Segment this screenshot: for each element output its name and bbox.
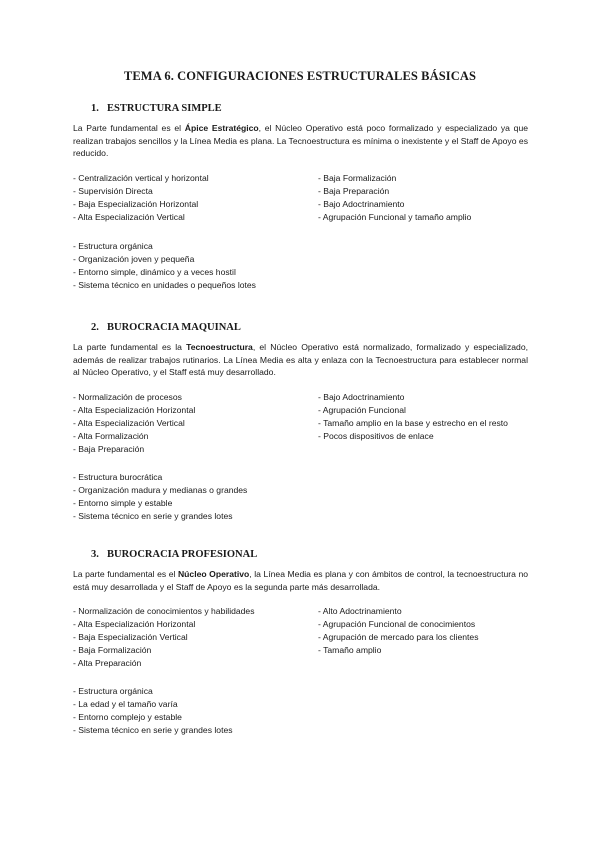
section-estructura-simple [73, 103, 528, 292]
section-burocracia-profesional [73, 549, 528, 737]
context-list [73, 685, 528, 737]
list-item: - Alto Adoctrinamiento [318, 606, 402, 617]
paragraph-text: , el Núcleo Operativo está poco formalizado y especializado ya que realizan trabajos sencillos y la Línea Media es plana. La Tecnoestructura es mínima o inexistente y el Staff de Apoyo es reducido. [73, 123, 528, 159]
paragraph-text: La parte fundamental es el [73, 569, 178, 579]
list-item: - Baja Formalización [318, 173, 397, 184]
list-item: - Baja Preparación [318, 186, 390, 197]
list-item: - Entorno simple y estable [73, 497, 173, 508]
section-paragraph [73, 568, 528, 593]
list-item: - Pocos dispositivos de enlace [318, 430, 434, 441]
list-item: - Agrupación Funcional de conocimientos [318, 619, 476, 630]
paragraph-text: La Parte fundamental es el [73, 123, 185, 133]
list-item: - Estructura orgánica [73, 241, 153, 252]
list-item: - Centralización vertical y horizontal [73, 173, 209, 184]
characteristics-lists [73, 172, 528, 228]
section-title: ESTRUCTURA SIMPLE [107, 103, 222, 114]
list-item: - Estructura burocrática [73, 472, 163, 483]
section-number: 2. [91, 322, 99, 333]
left-list [73, 391, 195, 456]
right-list [318, 391, 508, 443]
left-list [73, 605, 255, 670]
list-item: - Normalización de conocimientos y habilidades [73, 606, 255, 617]
section-burocracia-maquinal [73, 322, 528, 523]
section-number: 3. [91, 549, 99, 560]
section-title: BUROCRACIA PROFESIONAL [107, 549, 258, 560]
list-item: - Alta Especialización Horizontal [73, 405, 196, 416]
paragraph-bold: Tecnoestructura [186, 342, 253, 352]
list-item: - Bajo Adoctrinamiento [318, 392, 405, 403]
list-item: - Supervisión Directa [73, 186, 153, 197]
section-paragraph [73, 341, 528, 379]
section-paragraph [73, 122, 528, 160]
list-item: - Alta Preparación [73, 658, 142, 669]
left-list [73, 172, 209, 224]
list-item: - Agrupación de mercado para los clientes [318, 632, 479, 643]
section-heading [91, 103, 528, 114]
list-item: - Organización madura y medianas o grandes [73, 485, 248, 496]
list-item: - Entorno complejo y estable [73, 712, 182, 723]
list-item: - Baja Preparación [73, 443, 145, 454]
section-number: 1. [91, 103, 99, 114]
list-item: - Bajo Adoctrinamiento [318, 198, 405, 209]
section-heading [91, 549, 528, 560]
list-item: - Tamaño amplio en la base y estrecho en el resto [318, 417, 508, 428]
characteristics-lists [73, 391, 528, 459]
context-list [73, 471, 528, 523]
list-item: - Sistema técnico en serie y grandes lotes [73, 725, 233, 736]
list-item: - Agrupación Funcional [318, 405, 406, 416]
paragraph-bold: Ápice Estratégico [184, 123, 259, 133]
section-heading [91, 322, 528, 333]
list-item: - Baja Especialización Horizontal [73, 198, 199, 209]
paragraph-bold: Núcleo Operativo [177, 569, 250, 579]
list-item: - Estructura orgánica [73, 686, 153, 697]
paragraph-text: , el Núcleo Operativo está normalizado, formalizado y especializado, además de realizar trabajos rutinarios. La Línea Media es alta y enlaza con la Tecnoestructura para establecer normal al Núcleo Operativo, y el Staff está muy desarrollado. [73, 342, 528, 378]
list-item: - Organización joven y pequeña [73, 254, 195, 265]
list-item: - Sistema técnico en serie y grandes lotes [73, 510, 233, 521]
characteristics-lists [73, 605, 528, 673]
section-title: BUROCRACIA MAQUINAL [107, 322, 241, 333]
context-list [73, 240, 528, 292]
list-item: - Alta Especialización Horizontal [73, 619, 196, 630]
list-item: - Baja Especialización Vertical [73, 632, 188, 643]
list-item: - Alta Especialización Vertical [73, 417, 185, 428]
list-item: - Sistema técnico en unidades o pequeños lotes [73, 279, 256, 290]
right-list [318, 605, 479, 657]
page-title: TEMA 6. CONFIGURACIONES ESTRUCTURALES BÁSICAS [123, 69, 477, 83]
list-item: - Baja Formalización [73, 645, 152, 656]
list-item: - Entorno simple, dinámico y a veces hostil [73, 266, 236, 277]
list-item: - Tamaño amplio [318, 645, 382, 656]
list-item: - Normalización de procesos [73, 392, 182, 403]
list-item: - Alta Formalización [73, 430, 149, 441]
right-list [318, 172, 471, 224]
paragraph-text: La parte fundamental es la [73, 342, 187, 352]
list-item: - Alta Especialización Vertical [73, 211, 185, 222]
list-item: - Agrupación Funcional y tamaño amplio [318, 211, 472, 222]
list-item: - La edad y el tamaño varía [73, 699, 178, 710]
paragraph-text: , la Línea Media es plana y con ámbitos de control, la tecnoestructura no está muy desarrollada y el Staff de Apoyo es la segunda parte más desarrollada. [73, 569, 528, 592]
